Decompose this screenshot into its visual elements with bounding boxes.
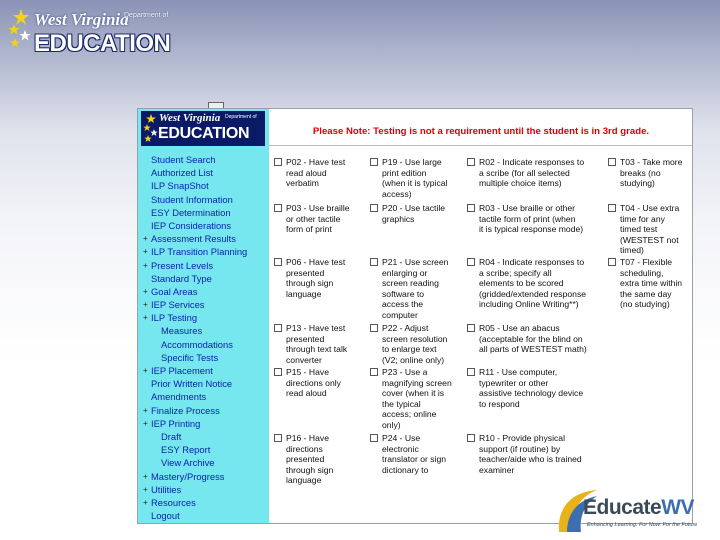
accommodation-text: tactile form of print (when	[479, 213, 576, 224]
accommodation-text: R05 - Use an abacus	[479, 323, 560, 333]
accommodation-text: (V2; online only)	[382, 354, 445, 365]
accommodation-checkbox[interactable]	[274, 258, 282, 266]
sidebar	[138, 109, 269, 524]
sidebar-item-label: ESY Determination	[151, 206, 231, 218]
educatewv-name	[583, 496, 694, 520]
accommodation-text: T04 - Use extra	[620, 203, 680, 213]
educatewv-name-a: Educate	[583, 496, 662, 519]
accommodation-text: multiple choice items)	[479, 178, 562, 189]
sidebar-item[interactable]	[138, 311, 269, 324]
accommodation-text: computer	[382, 309, 418, 320]
accommodation-text: P23 - Use a	[382, 367, 428, 377]
accommodation-option	[286, 257, 376, 299]
accommodation-text: P03 - Use braille	[286, 203, 350, 213]
accommodation-option	[479, 433, 614, 475]
sidebar-item-label: Standard Type	[151, 272, 212, 284]
accommodation-text: examiner	[479, 464, 515, 475]
accommodation-text: P20 - Use tactile	[382, 203, 446, 213]
sidebar-item-label: Authorized List	[151, 167, 214, 179]
accommodation-checkbox[interactable]	[370, 434, 378, 442]
sidebar-item[interactable]	[138, 456, 269, 469]
sidebar-item-label: ILP Transition Planning	[151, 246, 248, 258]
sidebar-item[interactable]	[138, 179, 269, 192]
accommodation-checkbox[interactable]	[274, 434, 282, 442]
accommodation-text: R02 - Indicate responses to	[479, 157, 585, 167]
accommodation-option	[620, 203, 693, 256]
accommodation-option	[382, 367, 472, 431]
educatewv-logo	[553, 486, 713, 534]
accommodation-text: elements to be scored	[479, 278, 564, 289]
accommodation-text: all parts of WESTEST math)	[479, 344, 587, 355]
sidebar-item[interactable]	[138, 206, 269, 219]
accommodation-text: screen reading	[382, 278, 439, 289]
sidebar-item-label: ILP Testing	[151, 312, 198, 324]
sidebar-item-label: Assessment Results	[151, 233, 236, 245]
accommodation-text: timed)	[620, 245, 644, 256]
accommodation-option	[286, 433, 376, 486]
logo-state-name: West Virginia	[34, 10, 129, 29]
accommodation-option	[620, 257, 693, 310]
accommodation-text: directions	[286, 443, 323, 454]
accommodations-panel	[269, 109, 693, 524]
sidebar-logo-department: Department of	[225, 114, 257, 120]
accommodation-text: screen resolution	[382, 333, 448, 344]
accommodation-option	[479, 367, 614, 409]
accommodation-text: R10 - Provide physical	[479, 433, 565, 443]
accommodation-option	[479, 203, 614, 235]
accommodation-text: R11 - Use computer,	[479, 367, 558, 377]
sidebar-item[interactable]	[138, 470, 269, 483]
accommodation-text: dictionary to	[382, 464, 429, 475]
accommodation-text: including Online Writing**)	[479, 299, 579, 310]
expand-icon[interactable]: +	[143, 418, 148, 428]
expand-icon[interactable]: +	[143, 366, 148, 375]
sidebar-item[interactable]	[138, 232, 269, 245]
accommodation-text: extra time within	[620, 278, 683, 289]
sidebar-item-label: ILP SnapShot	[151, 180, 209, 192]
accommodation-option	[479, 257, 614, 310]
sidebar-item[interactable]	[138, 496, 269, 509]
accommodation-option	[286, 203, 376, 235]
sidebar-logo	[141, 111, 265, 146]
ilp-screenshot	[137, 108, 693, 524]
accommodation-text: presented	[286, 454, 325, 465]
sidebar-item-label: IEP Considerations	[151, 219, 232, 231]
sidebar-item[interactable]	[138, 193, 269, 206]
accommodation-text: presented	[286, 333, 325, 344]
accommodation-checkbox[interactable]	[608, 204, 616, 212]
sidebar-item[interactable]	[138, 298, 269, 311]
accommodation-text: read aloud	[286, 388, 327, 399]
accommodation-text: timed test	[620, 224, 658, 235]
accommodation-checkbox[interactable]	[274, 158, 282, 166]
sidebar-item[interactable]	[138, 443, 269, 456]
accommodation-text: print edition	[382, 167, 427, 178]
accommodation-text: the same day	[620, 288, 672, 299]
sidebar-item[interactable]	[138, 285, 269, 298]
sidebar-item[interactable]	[138, 364, 269, 377]
accommodation-text: breaks (no	[620, 167, 661, 178]
expand-icon[interactable]: +	[143, 405, 148, 415]
accommodation-option	[286, 323, 376, 365]
accommodation-text: directions only	[286, 377, 341, 388]
accommodation-text: P16 - Have	[286, 433, 329, 443]
logo-education: EDUCATION	[34, 30, 171, 57]
accommodation-checkbox[interactable]	[467, 324, 475, 332]
accommodation-option	[382, 157, 472, 199]
accommodation-text: (WESTEST not	[620, 234, 679, 245]
logo-department: Department of	[124, 12, 169, 19]
sidebar-logo-education: EDUCATION	[158, 125, 250, 142]
sidebar-item[interactable]	[138, 377, 269, 390]
accommodation-checkbox[interactable]	[370, 204, 378, 212]
accommodation-text: verbatim	[286, 178, 319, 189]
sidebar-item-label: Specific Tests	[161, 351, 219, 363]
expand-icon[interactable]: +	[143, 484, 148, 494]
accommodation-text: the typical	[382, 398, 421, 409]
accommodation-text: to enlarge text	[382, 344, 437, 355]
sidebar-item[interactable]	[138, 219, 269, 232]
educatewv-tagline: Enhancing Learning. For Now. For the Future	[587, 522, 698, 528]
accommodation-text: R03 - Use braille or other	[479, 203, 576, 213]
accommodation-checkbox[interactable]	[608, 258, 616, 266]
accommodation-checkbox[interactable]	[370, 368, 378, 376]
sidebar-item[interactable]	[138, 245, 269, 258]
expand-icon[interactable]: +	[143, 286, 148, 296]
accommodation-text: typewriter or other	[479, 377, 549, 388]
accommodation-text: R04 - Indicate responses to	[479, 257, 585, 267]
accommodation-checkbox[interactable]	[467, 258, 475, 266]
sidebar-item[interactable]	[138, 259, 269, 272]
accommodation-text: it is typical response mode)	[479, 224, 584, 235]
accommodation-text: converter	[286, 354, 322, 365]
sidebar-item-label: Resources	[151, 496, 196, 508]
accommodation-text: through sign	[286, 464, 334, 475]
expand-icon[interactable]: +	[143, 234, 148, 244]
accommodation-option	[382, 257, 472, 321]
sidebar-item[interactable]	[138, 390, 269, 403]
accommodation-checkbox[interactable]	[608, 158, 616, 166]
sidebar-item-label: ESY Report	[161, 444, 211, 456]
accommodation-text: teacher/aide who is trained	[479, 454, 582, 465]
sidebar-item-label: Utilities	[151, 483, 182, 495]
accommodation-text: presented	[286, 267, 325, 278]
accommodation-text: scheduling,	[620, 267, 664, 278]
accommodation-text: form of print	[286, 224, 332, 235]
sidebar-item[interactable]	[138, 351, 269, 364]
accommodation-text: software to	[382, 288, 425, 299]
accommodation-text: access the	[382, 299, 424, 310]
sidebar-item-label: Student Information	[151, 193, 233, 205]
accommodation-checkbox[interactable]	[370, 324, 378, 332]
accommodation-text: language	[286, 288, 322, 299]
sidebar-item-label: Logout	[151, 510, 180, 522]
sidebar-item-label: IEP Services	[151, 299, 205, 311]
accommodation-text: studying)	[620, 178, 655, 189]
wv-education-logo	[6, 6, 176, 62]
accommodation-text: (acceptable for the blind on	[479, 333, 583, 344]
accommodation-text: P15 - Have	[286, 367, 329, 377]
accommodation-text: graphics	[382, 213, 415, 224]
sidebar-item[interactable]	[138, 430, 269, 443]
sidebar-item-label: Prior Written Notice	[151, 378, 233, 390]
accommodation-text: P06 - Have test	[286, 257, 346, 267]
sidebar-item[interactable]	[138, 338, 269, 351]
accommodation-checkbox[interactable]	[274, 324, 282, 332]
sidebar-logo-name: West Virginia	[159, 112, 221, 124]
sidebar-item[interactable]	[138, 166, 269, 179]
expand-icon[interactable]: +	[143, 313, 148, 323]
divider	[269, 145, 693, 146]
accommodation-text: (gridded/extended response	[479, 288, 587, 299]
accommodation-text: T07 - Flexible	[620, 257, 673, 267]
sidebar-item[interactable]	[138, 153, 269, 166]
sidebar-item-label: Amendments	[151, 391, 207, 403]
accommodation-checkbox[interactable]	[370, 158, 378, 166]
accommodation-option	[382, 433, 472, 475]
sidebar-item-label: Mastery/Progress	[151, 470, 225, 482]
sidebar-item[interactable]	[138, 417, 269, 430]
accommodation-text: only)	[382, 419, 401, 430]
accommodation-text: time for any	[620, 213, 665, 224]
educatewv-name-b: WV	[661, 496, 695, 519]
accommodation-checkbox[interactable]	[274, 204, 282, 212]
accommodation-text: P02 - Have test	[286, 157, 346, 167]
accommodation-option	[286, 367, 376, 399]
accommodation-checkbox[interactable]	[274, 368, 282, 376]
accommodation-text: a scribe; specify all	[479, 267, 552, 278]
expand-icon[interactable]: +	[143, 300, 148, 310]
accommodation-checkbox[interactable]	[467, 158, 475, 166]
accommodation-option	[286, 157, 376, 189]
accommodation-text: language	[286, 475, 322, 486]
accommodation-text: read aloud	[286, 167, 327, 178]
expand-icon[interactable]: +	[143, 471, 148, 481]
accommodation-text: through sign	[286, 278, 334, 289]
accommodation-text: access; online	[382, 409, 437, 420]
accommodation-text: P19 - Use large	[382, 157, 442, 167]
sidebar-item[interactable]	[138, 404, 269, 417]
accommodation-text: assistive technology device	[479, 388, 584, 399]
accommodation-text: (when it is typical	[382, 178, 448, 189]
accommodation-checkbox[interactable]	[467, 434, 475, 442]
accommodation-text: P13 - Have test	[286, 323, 346, 333]
sidebar-item[interactable]	[138, 483, 269, 496]
sidebar-item-label: Draft	[161, 430, 182, 442]
accommodation-text: P24 - Use	[382, 433, 421, 443]
sidebar-item-label: Accommodations	[161, 338, 233, 350]
sidebar-item-label: IEP Printing	[151, 417, 201, 429]
sidebar-item-label: Goal Areas	[151, 285, 198, 297]
testing-notice: Please Note: Testing is not a requirement until the student is in 3rd grade.	[312, 126, 650, 137]
expand-icon[interactable]: +	[143, 260, 148, 270]
sidebar-item[interactable]	[138, 272, 269, 285]
stars-icon	[6, 8, 36, 50]
sidebar-item-label: Student Search	[151, 154, 216, 165]
accommodation-option	[382, 203, 472, 224]
accommodation-text: enlarging or	[382, 267, 428, 278]
accommodation-checkbox[interactable]	[370, 258, 378, 266]
accommodation-text: translator or sign	[382, 454, 447, 465]
accommodation-text: P21 - Use screen	[382, 257, 449, 267]
accommodation-text: support (if routine) by	[479, 443, 561, 454]
accommodation-text: to respond	[479, 398, 520, 409]
accommodation-option	[620, 157, 693, 189]
accommodation-checkbox[interactable]	[467, 368, 475, 376]
accommodation-checkbox[interactable]	[467, 204, 475, 212]
accommodation-text: or other tactile	[286, 213, 341, 224]
accommodation-text: electronic	[382, 443, 419, 454]
expand-icon[interactable]: +	[143, 497, 148, 507]
accommodation-text: access)	[382, 188, 412, 199]
sidebar-item-label: Measures	[161, 325, 203, 337]
accommodation-option	[479, 157, 614, 189]
expand-icon[interactable]: +	[143, 247, 148, 257]
accommodation-text: a scribe (for all selected	[479, 167, 570, 178]
accommodation-text: T03 - Take more	[620, 157, 683, 167]
accommodation-text: magnifying screen	[382, 377, 452, 388]
accommodation-text: P22 - Adjust	[382, 323, 429, 333]
accommodation-text: cover (when it is	[382, 388, 445, 399]
sidebar-item-label: IEP Placement	[151, 365, 213, 376]
sidebar-item-label: View Archive	[161, 457, 215, 469]
accommodation-option	[382, 323, 472, 365]
accommodation-option	[479, 323, 614, 355]
sidebar-nav	[138, 153, 269, 522]
accommodation-text: through text talk	[286, 344, 348, 355]
sidebar-item[interactable]	[138, 324, 269, 337]
sidebar-item-label: Present Levels	[151, 259, 214, 271]
accommodation-text: (no studying)	[620, 299, 670, 310]
sidebar-item-label: Finalize Process	[151, 404, 220, 416]
sidebar-item[interactable]	[138, 509, 269, 522]
